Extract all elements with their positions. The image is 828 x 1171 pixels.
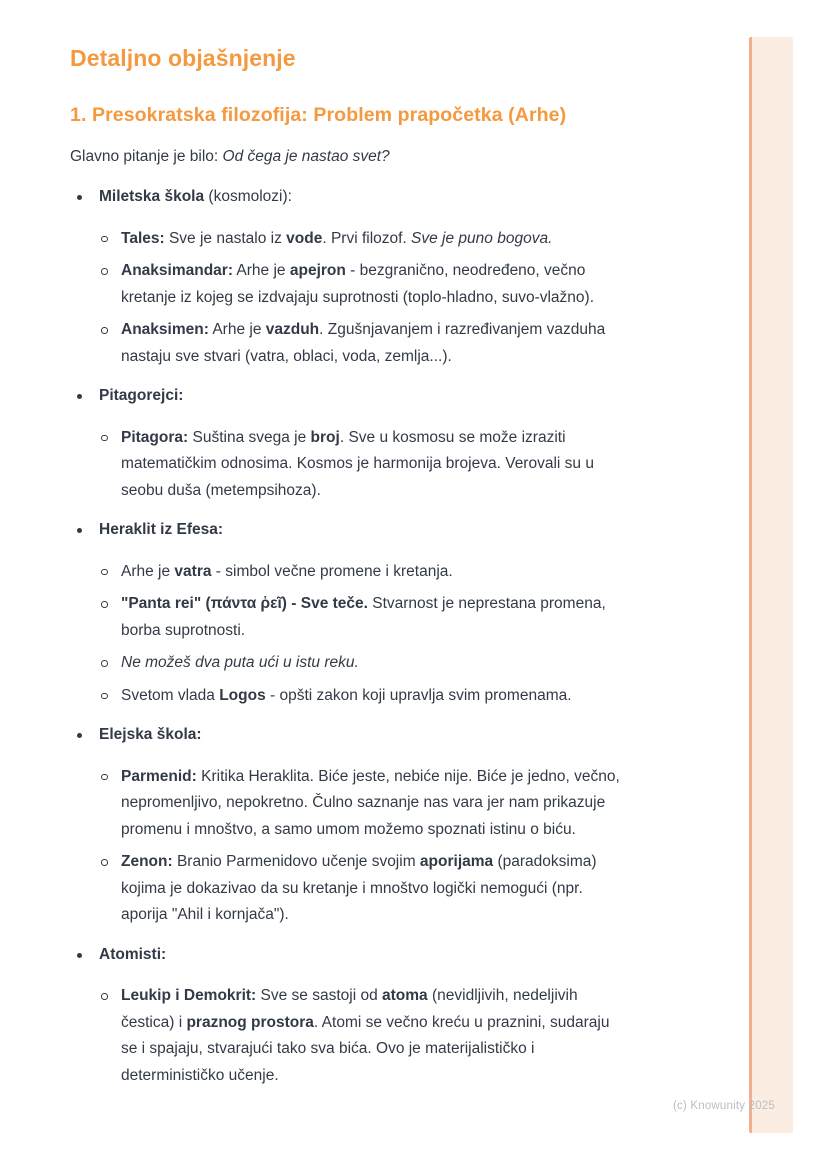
circle-bullet-icon bbox=[94, 591, 121, 608]
text-segment: Heraklit iz Efesa: bbox=[99, 521, 224, 538]
text-segment: Sve je nastalo iz bbox=[164, 229, 287, 247]
text-segment: Parmenid: bbox=[121, 767, 197, 785]
text-segment: Elejska škola: bbox=[99, 726, 202, 743]
text-segment: Arhe je bbox=[208, 321, 266, 338]
text-segment: Logos bbox=[219, 686, 266, 704]
text-segment: - bezgranično, neodređeno, večno bbox=[345, 262, 586, 279]
subtopic-item bbox=[94, 764, 695, 844]
subtopic-item bbox=[94, 317, 695, 370]
text-segment: Sve je puno bogova. bbox=[411, 229, 553, 247]
document-content bbox=[70, 44, 695, 1102]
subtopic-text bbox=[121, 591, 606, 644]
subtopic-list bbox=[94, 983, 695, 1089]
circle-bullet-icon bbox=[94, 764, 121, 781]
text-segment: borba suprotnosti. bbox=[121, 621, 246, 639]
text-segment: Sve se sastoji od bbox=[256, 987, 383, 1004]
subtopic-text bbox=[121, 683, 572, 710]
text-segment: Branio Parmenidovo učenje svojim bbox=[172, 853, 420, 870]
circle-bullet-ring bbox=[101, 660, 108, 667]
text-segment: Ne možeš dva puta ući u istu reku. bbox=[121, 654, 359, 671]
circle-bullet-ring bbox=[101, 268, 108, 275]
text-segment: . Prvi filozof. bbox=[322, 229, 412, 247]
topic-item bbox=[70, 517, 695, 709]
subtopic-text bbox=[121, 425, 594, 505]
text-segment: aporija "Ahil i kornjača"). bbox=[121, 906, 289, 923]
text-segment: Pitagorejci: bbox=[99, 387, 184, 404]
subtopic-text bbox=[121, 650, 359, 677]
bullet-dot bbox=[77, 528, 82, 533]
text-segment: Arhe je bbox=[121, 562, 175, 580]
text-segment: Atomisti: bbox=[99, 945, 167, 963]
subtopic-item bbox=[94, 226, 695, 253]
text-segment: Glavno pitanje je bilo: bbox=[70, 148, 223, 165]
intro-paragraph bbox=[70, 146, 695, 167]
topic-item bbox=[70, 383, 695, 504]
topic-label bbox=[99, 722, 202, 749]
subtopic-list bbox=[94, 559, 695, 710]
text-segment: . Zgušnjavanjem i razređivanjem vazduha bbox=[319, 321, 606, 338]
text-segment: Svetom vlada bbox=[121, 686, 220, 704]
circle-bullet-icon bbox=[94, 258, 121, 275]
circle-bullet-icon bbox=[94, 650, 121, 667]
topic-item bbox=[70, 942, 695, 1090]
text-segment: broj bbox=[310, 428, 340, 446]
page-title: Detaljno objašnjenje bbox=[70, 45, 296, 71]
topic-item bbox=[70, 722, 695, 929]
subtopic-item bbox=[94, 849, 695, 929]
bullet-dot bbox=[77, 953, 82, 958]
bullet-dot bbox=[77, 733, 82, 738]
subtopic-item bbox=[94, 591, 695, 644]
section-heading: 1. Presokratska filozofija: Problem prapočetka (Arhe) bbox=[70, 104, 567, 126]
bullet-icon bbox=[70, 517, 99, 533]
text-segment: kojima je dokazivao da su kretanje i mnoštvo logički nemogući (npr. bbox=[121, 879, 583, 897]
text-segment: . Atomi se večno kreću u praznini, sudaraju bbox=[313, 1013, 610, 1031]
circle-bullet-ring bbox=[101, 601, 108, 608]
text-segment: Pitagora: bbox=[121, 428, 189, 446]
text-segment: vode bbox=[286, 229, 323, 247]
right-accent-stripe bbox=[749, 37, 793, 1133]
subtopic-item bbox=[94, 650, 695, 677]
text-segment: Arhe je bbox=[232, 262, 290, 279]
subtopic-text bbox=[121, 559, 453, 586]
subtopic-item bbox=[94, 425, 695, 505]
bullet-icon bbox=[70, 184, 99, 200]
text-segment: (nevidljivih, nedeljivih bbox=[427, 987, 578, 1004]
text-segment: nastaju sve stvari (vatra, oblaci, voda, zemlja...). bbox=[121, 347, 452, 365]
subtopic-text bbox=[121, 849, 597, 929]
text-segment: (kosmolozi): bbox=[204, 188, 292, 205]
circle-bullet-icon bbox=[94, 849, 121, 866]
text-segment: čestica) i bbox=[121, 1013, 187, 1031]
text-segment: Kritika Heraklita. Biće jeste, nebiće nije. Biće je jedno, večno, bbox=[196, 767, 620, 785]
bullet-dot bbox=[77, 394, 82, 399]
text-segment: Miletska škola bbox=[99, 188, 205, 205]
text-segment: aporijama bbox=[419, 853, 494, 870]
text-segment: praznog prostora bbox=[186, 1013, 314, 1031]
text-segment: determinističko učenje. bbox=[121, 1066, 279, 1084]
subtopic-text bbox=[121, 317, 605, 370]
circle-bullet-ring bbox=[101, 993, 108, 1000]
subtopic-item bbox=[94, 559, 695, 586]
text-segment: nepromenljivo, nepokretno. Čulno saznanje nas vara jer nam prikazuje bbox=[121, 794, 606, 811]
subtopic-item bbox=[94, 258, 695, 311]
subtopic-list bbox=[94, 764, 695, 929]
circle-bullet-icon bbox=[94, 226, 121, 243]
circle-bullet-icon bbox=[94, 559, 121, 576]
bullet-icon bbox=[70, 942, 99, 958]
text-segment: Od čega je nastao svet? bbox=[222, 148, 390, 165]
circle-bullet-ring bbox=[101, 435, 108, 442]
text-segment: (paradoksima) bbox=[493, 853, 597, 870]
subtopic-text bbox=[121, 983, 609, 1089]
text-segment: Anaksimen: bbox=[121, 321, 209, 338]
topic-label bbox=[99, 517, 223, 544]
text-segment: - opšti zakon koji upravlja svim promenama. bbox=[265, 686, 572, 704]
text-segment: atoma bbox=[382, 987, 428, 1004]
text-segment: Stvarnost je neprestana promena, bbox=[367, 595, 606, 612]
topic-label bbox=[99, 942, 166, 969]
subtopic-text bbox=[121, 258, 594, 311]
circle-bullet-icon bbox=[94, 425, 121, 442]
copyright-note: (c) Knowunity 2025 bbox=[672, 1100, 775, 1112]
text-segment: Tales: bbox=[121, 229, 165, 247]
text-segment: Leukip i Demokrit: bbox=[121, 987, 257, 1004]
text-segment: "Panta rei" (πάντα ῥεῖ) - Sve teče. bbox=[121, 595, 368, 612]
text-segment: apejron bbox=[289, 262, 346, 279]
topic-list bbox=[70, 184, 695, 1089]
circle-bullet-ring bbox=[101, 774, 108, 781]
topic-item bbox=[70, 184, 695, 370]
subtopic-text bbox=[121, 764, 620, 844]
circle-bullet-icon bbox=[94, 983, 121, 1000]
circle-bullet-icon bbox=[94, 683, 121, 700]
text-segment: Suština svega je bbox=[188, 428, 311, 446]
subtopic-list bbox=[94, 226, 695, 371]
bullet-dot bbox=[77, 195, 82, 200]
circle-bullet-icon bbox=[94, 317, 121, 334]
text-segment: vazduh bbox=[265, 321, 320, 338]
circle-bullet-ring bbox=[101, 569, 108, 576]
text-segment: seobu duša (metempsihoza). bbox=[121, 481, 321, 499]
text-segment: kretanje iz kojeg se izdvajaju suprotnosti (toplo-hladno, suvo-vlažno). bbox=[121, 288, 594, 306]
text-segment: se i spajaju, stvarajući tako sva bića. Ovo je materijalističko i bbox=[121, 1040, 535, 1057]
subtopic-list bbox=[94, 425, 695, 505]
text-segment: vatra bbox=[174, 562, 212, 580]
text-segment: - simbol večne promene i kretanja. bbox=[211, 562, 453, 580]
subtopic-item bbox=[94, 983, 695, 1089]
text-segment: Zenon: bbox=[121, 853, 173, 870]
bullet-icon bbox=[70, 383, 99, 399]
circle-bullet-ring bbox=[101, 693, 108, 700]
circle-bullet-ring bbox=[101, 859, 108, 866]
text-segment: Anaksimandar: bbox=[121, 262, 233, 279]
subtopic-item bbox=[94, 683, 695, 710]
subtopic-text bbox=[121, 226, 552, 253]
topic-label bbox=[99, 184, 292, 211]
circle-bullet-ring bbox=[101, 327, 108, 334]
text-segment: promenu i mnoštvo, a samo umom možemo spoznati istinu o biću. bbox=[121, 820, 576, 838]
circle-bullet-ring bbox=[101, 236, 108, 243]
topic-label bbox=[99, 383, 183, 410]
text-segment: . Sve u kosmosu se može izraziti bbox=[339, 428, 566, 446]
text-segment: matematičkim odnosima. Kosmos je harmonija brojeva. Verovali su u bbox=[121, 455, 594, 472]
bullet-icon bbox=[70, 722, 99, 738]
